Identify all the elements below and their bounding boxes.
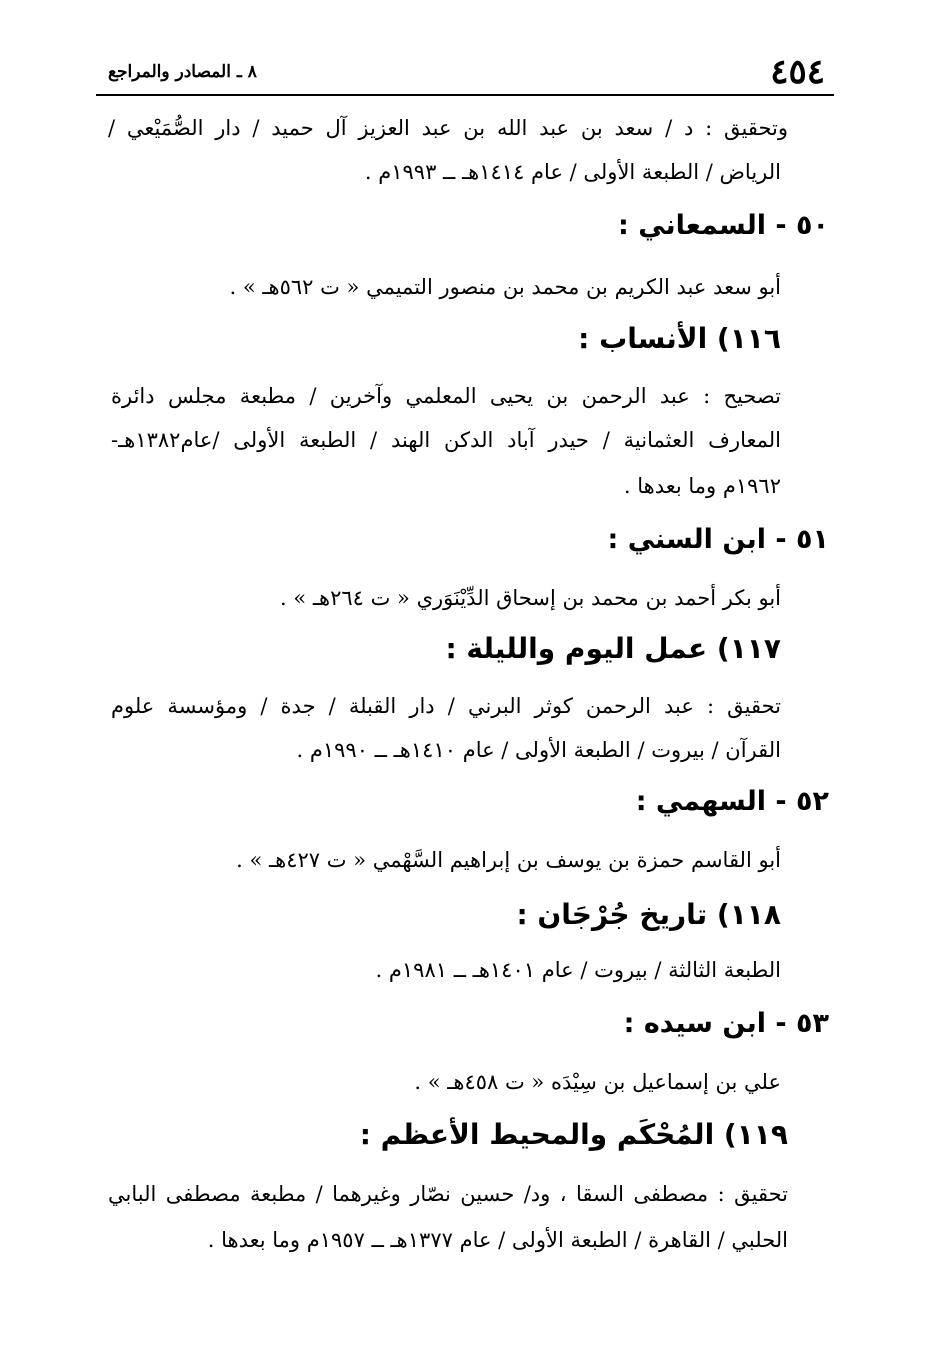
header-rule — [96, 94, 834, 96]
text-line: الرياض / الطبعة الأولى / عام ١٤١٤هـ ــ ١٩٩٣م . — [364, 160, 781, 184]
text-line: الطبعة الثالثة / بيروت / عام ١٤٠١هـ ــ ١٩٨١م . — [375, 958, 781, 982]
text-line: تحقيق : عبد الرحمن كوثر البرني / دار القبلة / جدة / ومؤسسة علوم — [111, 694, 781, 718]
text-line: أبو القاسم حمزة بن يوسف بن إبراهيم السَّهْمي « ت ٤٢٧هـ » . — [236, 848, 781, 872]
book-heading: ١١٦) الأنساب : — [578, 322, 781, 355]
text-line: تصحيح : عبد الرحمن بن يحيى المعلمي وآخرين / مطبعة مجلس دائرة — [111, 384, 781, 408]
page-header — [96, 52, 835, 92]
book-heading: ١١٨) تاريخ جُرْجَان : — [516, 898, 781, 931]
text-line: تحقيق : مصطفى السقا ، ود/ حسين نصّار وغيرهما / مطبعة مصطفى البابي — [108, 1182, 788, 1206]
text-line: القرآن / بيروت / الطبعة الأولى / عام ١٤١٠هـ ــ ١٩٩٠م . — [296, 738, 781, 762]
text-line: علي بن إسماعيل بن سِيْدَه « ت ٤٥٨هـ » . — [414, 1070, 781, 1094]
chapter-title: ٨ ـ المصادر والمراجع — [108, 62, 257, 82]
author-heading: ٥٠ - السمعاني : — [618, 210, 829, 241]
author-heading: ٥٣ - ابن سيده : — [623, 1008, 829, 1039]
text-line: ١٩٦٢م وما بعدها . — [623, 474, 781, 498]
book-heading: ١١٧) عمل اليوم والليلة : — [445, 632, 781, 665]
text-line: أبو سعد عبد الكريم بن محمد بن منصور التميمي « ت ٥٦٢هـ » . — [229, 275, 781, 299]
author-heading: ٥٢ - السهمي : — [635, 786, 829, 817]
book-heading: ١١٩) المُحْكَم والمحيط الأعظم : — [359, 1118, 788, 1151]
text-line: الحلبي / القاهرة / الطبعة الأولى / عام ١٣٧٧هـ ــ ١٩٥٧م وما بعدها . — [207, 1228, 788, 1252]
text-line: وتحقيق : د / سعد بن عبد الله بن عبد العزيز آل حميد / دار الصُّمَيْعي / — [108, 116, 788, 140]
text-line: أبو بكر أحمد بن محمد بن إسحاق الدِّيْنَوَري « ت ٢٦٤هـ » . — [279, 586, 781, 610]
text-line: المعارف العثمانية / حيدر آباد الدكن الهند / الطبعة الأولى /عام١٣٨٢هـ- — [111, 428, 781, 452]
author-heading: ٥١ - ابن السني : — [607, 524, 829, 555]
page-number: ٤٥٤ — [770, 52, 825, 92]
